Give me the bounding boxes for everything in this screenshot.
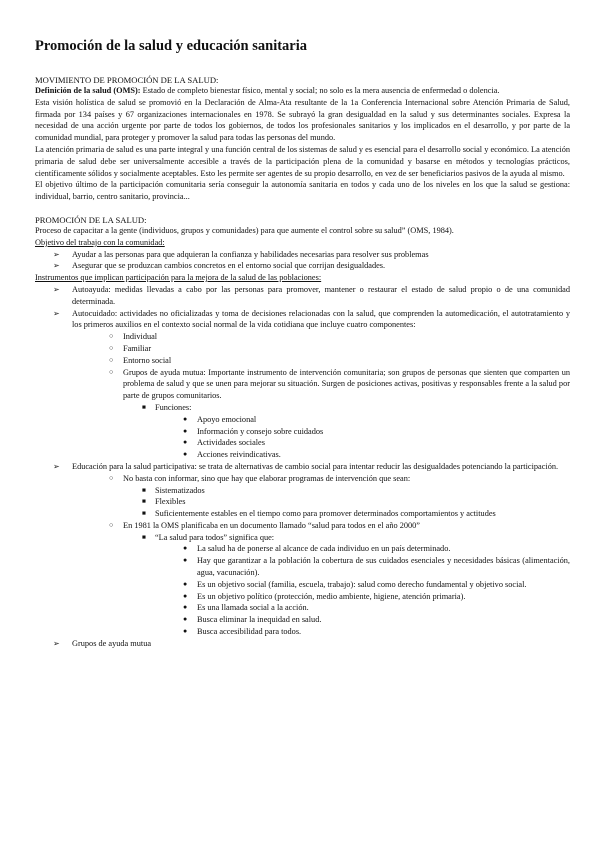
definition-label: Definición de la salud (OMS):	[35, 86, 141, 95]
list-item: ● Actividades sociales	[183, 438, 265, 448]
objectives-list	[35, 249, 570, 273]
salud-todos-list	[123, 532, 570, 638]
list-item: ➢ Asegurar que se produzcan cambios concretos en el entorno social que corrijan desigualdades.	[53, 261, 386, 271]
page-title: Promoción de la salud y educación sanitaria	[35, 38, 308, 54]
list-item: ○ Individual	[109, 332, 158, 342]
list-item-educacion: ➢ Educación para la salud participativa: se trata de alternativas de cambio social para intentar reducir las desigualdades potenciando la participación. ○ No basta con informar, sino que hay que elaborar programas de intervención que sean: ■ Sistematizados ■ Flexibles ■ Suficientemente estables en el tiempo como para promover determinados comportamientos y actitudes ○ En 1981 la OMS planificaba en un documento llamado “salud para todos en el año 2000” ■ “La salud para todos” significa que: ● La salud ha de ponerse al alcance de cada individuo en un país determinado. ● Hay que garantizar a la población la cobertura de sus cuidados esenciales y necesidades básicas (alimentación, agua, vacunación). ● Es un objetivo social (familia, escuela, trabajo): salud como derecho fundamental y objetivo social. ● Es un objetivo político (protección, medio ambiente, higiene, atención primaria). ● Es una llamada social a la acción. ● Busca eliminar la inequidad en salud. ● Busca accesibilidad para todos.	[53, 461, 570, 637]
dot-bullet-icon: ●	[183, 615, 188, 624]
arrow-bullet-icon: ➢	[53, 461, 60, 471]
list-item: ● Información y consejo sobre cuidados	[183, 426, 324, 436]
list-item: ● Es un objetivo social (familia, escuela, trabajo): salud como derecho fundamental y objetivo social.	[183, 579, 527, 589]
square-bullet-icon: ■	[142, 498, 146, 506]
list-item: ● Busca accesibilidad para todos.	[183, 627, 302, 637]
instruments-heading: Instrumentos que implican participación para la mejora de la salud de las poblaciones:	[35, 273, 322, 283]
list-item: ● Es una llamada social a la acción.	[183, 603, 309, 613]
list-item: ● Hay que garantizar a la población la cobertura de sus cuidados esenciales y necesidades básicas (alimentación, agua, vacunación).	[183, 556, 570, 578]
dot-bullet-icon: ●	[183, 603, 188, 612]
section-heading-movimiento: MOVIMIENTO DE PROMOCIÓN DE LA SALUD:	[35, 75, 219, 85]
list-item: ● Es un objetivo político (protección, medio ambiente, higiene, atención primaria).	[183, 591, 466, 601]
funciones-items	[155, 414, 570, 461]
circle-bullet-icon: ○	[109, 355, 114, 364]
list-item-no-basta: ○ No basta con informar, sino que hay que elaborar programas de intervención que sean: ■ Sistematizados ■ Flexibles ■ Suficientemente estables en el tiempo como para promover determinados comportamientos y actitudes	[109, 473, 570, 520]
dot-bullet-icon: ●	[183, 579, 188, 588]
list-item-funciones: ■ Funciones: ● Apoyo emocional ● Información y consejo sobre cuidados ● Actividades sociales ● Acciones reivindicativas.	[142, 402, 570, 461]
arrow-bullet-icon: ➢	[53, 308, 60, 318]
list-item-grupos-final: ➢ Grupos de ayuda mutua	[53, 638, 152, 648]
section-heading-promocion: PROMOCIÓN DE LA SALUD:	[35, 214, 147, 225]
square-bullet-icon: ■	[142, 403, 146, 411]
arrow-bullet-icon: ➢	[53, 284, 60, 294]
dot-bullet-icon: ●	[183, 556, 188, 565]
dot-bullet-icon: ●	[183, 450, 188, 459]
square-bullet-icon: ■	[142, 486, 146, 494]
dot-bullet-icon: ●	[183, 414, 188, 423]
promocion-definition: Proceso de capacitar a la gente (individuos, grupos y comunidades) para que aumente el control sobre su salud” (OMS, 1984).	[35, 225, 454, 235]
list-item: ■ Flexibles	[142, 497, 186, 507]
circle-bullet-icon: ○	[109, 332, 114, 341]
circle-bullet-icon: ○	[109, 367, 114, 376]
educacion-sublist	[72, 473, 570, 638]
list-item-salud-todos: ■ “La salud para todos” significa que: ● La salud ha de ponerse al alcance de cada individuo en un país determinado. ● Hay que garantizar a la población la cobertura de sus cuidados esenciales y necesidades básicas (alimentación, agua, vacunación). ● Es un objetivo social (familia, escuela, trabajo): salud como derecho fundamental y objetivo social. ● Es un objetivo político (protección, medio ambiente, higiene, atención primaria). ● Es una llamada social a la acción. ● Busca eliminar la inequidad en salud. ● Busca accesibilidad para todos.	[142, 532, 570, 637]
funciones-list	[123, 402, 570, 461]
list-item: ● Busca eliminar la inequidad en salud.	[183, 615, 322, 625]
list-item: ➢ Ayudar a las personas para que adquieran la confianza y habilidades necesarias para resolver sus problemas	[53, 249, 429, 259]
square-bullet-icon: ■	[142, 510, 146, 518]
arrow-bullet-icon: ➢	[53, 638, 60, 648]
definition-paragraph	[35, 85, 570, 97]
dot-bullet-icon: ●	[183, 426, 188, 435]
circle-bullet-icon: ○	[109, 343, 114, 352]
dot-bullet-icon: ●	[183, 591, 188, 600]
components-list	[72, 331, 570, 461]
paragraph-atencion-primaria: La atención primaria de salud es una parte integral y una función central de los sistemas de salud y es esencial para el desarrollo social y económico. La atención primaria de salud debe ser universalmente accesible a través de la participación plena de la comunidad y basarse en métodos y tecnologías prácticos, científicamente sólidos y socialmente aceptables. Esto les permite ser agentes de su propio desarrollo, en vez de ser beneficiarios pasivos de la ayuda al mismo.	[35, 144, 570, 178]
circle-bullet-icon: ○	[109, 473, 114, 482]
list-item-autoayuda: ➢ Autoayuda: medidas llevadas a cabo por las personas para promover, mantener o restaurar el estado de salud propio o de una comunidad determinada.	[53, 284, 570, 306]
paragraph-objetivo-ultimo: El objetivo último de la participación comunitaria sería conseguir la autonomía sanitaria en todos y cada uno de los niveles en los que la salud se gestiona: individual, barrio, centro sanitario, provincia...	[35, 180, 570, 202]
arrow-bullet-icon: ➢	[53, 249, 60, 259]
list-item-1981: ○ En 1981 la OMS planificaba en un documento llamado “salud para todos en el año 2000” ■ “La salud para todos” significa que: ● La salud ha de ponerse al alcance de cada individuo en un país determinado. ● Hay que garantizar a la población la cobertura de sus cuidados esenciales y necesidades básicas (alimentación, agua, vacunación). ● Es un objetivo social (familia, escuela, trabajo): salud como derecho fundamental y objetivo social. ● Es un objetivo político (protección, medio ambiente, higiene, atención primaria). ● Es una llamada social a la acción. ● Busca eliminar la inequidad en salud. ● Busca accesibilidad para todos.	[109, 520, 570, 637]
dot-bullet-icon: ●	[183, 627, 188, 636]
dot-bullet-icon: ●	[183, 544, 188, 553]
programas-list	[123, 485, 570, 520]
definition-text: Estado de completo bienestar físico, mental y social; no solo es la mera ausencia de enfermedad o dolencia.	[140, 86, 500, 95]
list-item: ○ Entorno social	[109, 355, 172, 365]
list-item-autocuidado: ➢ Autocuidado: actividades no oficializadas y toma de decisiones relacionadas con la salud, que comprenden la automedicación, el autotratamiento y los primeros auxilios en el contexto social normal de la vida cotidiana que incluye cuatro componentes: ○ Individual ○ Familiar ○ Entorno social ○ Grupos de ayuda mutua: Importante instrumento de intervención comunitaria; son grupos de personas que sienten que comparten un problema de salud y que se unen para mejorar su situación. Surgen de posiciones activas, positivas y responsables frente a la salud por parte de grupos comunitarios. ■ Funciones: ● Apoyo emocional ● Información y consejo sobre cuidados ● Actividades sociales ● Acciones reivindicativas.	[53, 308, 570, 460]
objective-heading: Objetivo del trabajo con la comunidad:	[35, 237, 165, 247]
list-item-grupos: ○ Grupos de ayuda mutua: Importante instrumento de intervención comunitaria; son grupos de personas que sienten que comparten un problema de salud y que se unen para mejorar su situación. Surgen de posiciones activas, positivas y responsables frente a la salud por parte de grupos comunitarios. ■ Funciones: ● Apoyo emocional ● Información y consejo sobre cuidados ● Actividades sociales ● Acciones reivindicativas.	[109, 367, 570, 460]
square-bullet-icon: ■	[142, 533, 146, 541]
list-item: ● Apoyo emocional	[183, 414, 257, 424]
paragraph-alma-ata: Esta visión holística de salud se promovió en la Declaración de Alma-Ata resultante de la 1a Conferencia Internacional sobre Atención Primaria de Salud, firmada por 134 países y 67 organizaciones internacionales en 1978. Se subrayó la gran desigualdad en la salud y sus determinantes sociales. Expresa la necesidad de una acción urgente por parte de todos los gobiernos, de todos los profesionales sanitarios y los implicados en el desarrollo, y por parte de la comunidad mundial, para proteger y promover la salud para todas las personas del mundo.	[35, 97, 570, 143]
list-item: ● Acciones reivindicativas.	[183, 450, 281, 460]
list-item: ● La salud ha de ponerse al alcance de cada individuo en un país determinado.	[183, 544, 451, 554]
arrow-bullet-icon: ➢	[53, 261, 60, 271]
list-item: ■ Suficientemente estables en el tiempo como para promover determinados comportamientos y actitudes	[142, 509, 496, 519]
circle-bullet-icon: ○	[109, 520, 114, 529]
dot-bullet-icon: ●	[183, 438, 188, 447]
instruments-list	[35, 284, 570, 650]
list-item: ○ Familiar	[109, 343, 152, 353]
list-item: ■ Sistematizados	[142, 485, 205, 495]
significa-list	[155, 543, 570, 637]
